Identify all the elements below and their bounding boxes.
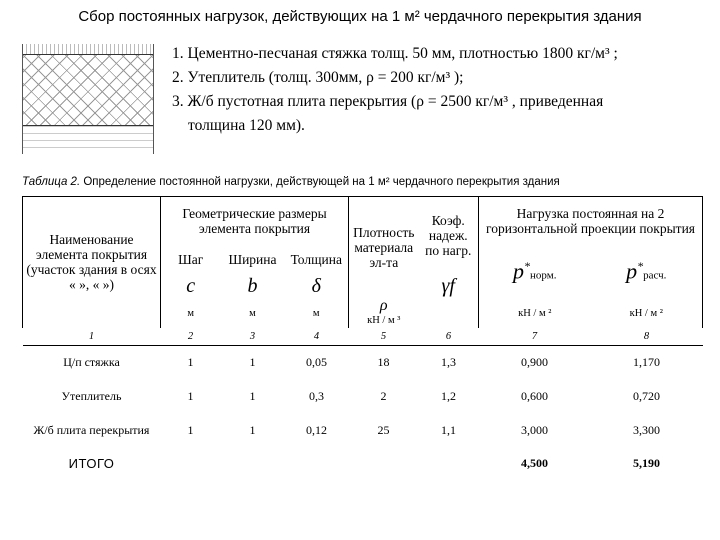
layer-3-text: 3. Ж/б пустотная плита перекрытия (ρ = 2500 кг/м³ , приведенная — [172, 93, 604, 110]
total-row — [23, 448, 703, 480]
table-caption-text: Определение постоянной нагрузки, действующей на 1 м² чердачного перекрытия здания — [80, 176, 560, 188]
row-density: 25 — [377, 423, 390, 437]
header-width: Ширина — [228, 252, 277, 267]
row-name: Утеплитель — [61, 389, 122, 403]
total-label: ИТОГО — [68, 456, 115, 471]
row-thickness: 0,12 — [306, 423, 327, 437]
symbol-rho: ρ — [379, 296, 388, 314]
unit-thickness: м — [312, 307, 320, 319]
header-geometry: Геометрические размеры элемента покрытия — [161, 197, 349, 245]
table-row — [23, 414, 703, 448]
loads-table — [22, 196, 703, 480]
col-number: 3 — [221, 328, 285, 346]
col-number: 6 — [419, 328, 479, 346]
row-density: 18 — [377, 355, 390, 370]
row-name: Ц/п стяжка — [63, 355, 120, 370]
layer-3-text-cont: толщина 120 мм). — [188, 117, 305, 134]
row-b: 1 — [249, 389, 256, 403]
unit-density: ρ кН / м ³ — [349, 299, 419, 328]
header-load: Нагрузка постоянная на 2 горизонтальной проекции покрытия — [479, 197, 703, 245]
row-b: 1 — [249, 355, 256, 370]
column-numbers-row — [23, 328, 703, 346]
row-p-calc: 3,300 — [633, 423, 661, 437]
col-number: 7 — [479, 328, 591, 346]
header-step: Шаг — [178, 252, 204, 267]
col-number: 5 — [349, 328, 419, 346]
row-c: 1 — [187, 355, 194, 370]
table-caption — [22, 176, 560, 188]
symbol-b: b — [247, 275, 258, 297]
header-name: Наименование элемента покрытия (участок здания в осях « », « ») — [23, 197, 161, 328]
row-p-calc: 1,170 — [633, 355, 661, 370]
table-caption-label: Таблица 2. — [22, 176, 81, 188]
screed-layer — [23, 44, 153, 55]
row-c: 1 — [187, 423, 194, 437]
layer-description — [172, 42, 712, 138]
slab-layer — [23, 126, 153, 154]
page-title: Сбор постоянных нагрузок, действующих на 1 м² чердачного перекрытия здания — [78, 8, 642, 25]
col-number: 8 — [591, 328, 703, 346]
row-p-norm: 3,000 — [521, 423, 549, 437]
row-p-calc: 0,720 — [633, 389, 661, 403]
row-thickness: 0,05 — [306, 355, 327, 370]
row-p-norm: 0,600 — [521, 389, 549, 403]
row-name: Ж/б плита перекрытия — [33, 423, 150, 437]
unit-step: м — [187, 307, 195, 319]
symbol-p-calc: p*расч. — [591, 245, 703, 299]
symbol-p-norm: p*норм. — [479, 245, 591, 299]
header-density: Плотность материала эл-та — [349, 197, 419, 299]
row-b: 1 — [249, 423, 256, 437]
insulation-layer — [23, 55, 153, 126]
table-row — [23, 346, 703, 380]
row-density: 2 — [380, 389, 387, 403]
row-c: 1 — [187, 389, 194, 403]
col-number: 4 — [285, 328, 349, 346]
row-thickness: 0,3 — [309, 389, 324, 403]
row-p-norm: 0,900 — [521, 355, 549, 370]
unit-width: м — [249, 307, 256, 319]
header-thickness: Толщина — [290, 252, 342, 267]
symbol-delta: δ — [311, 275, 321, 297]
total-p-norm: 4,500 — [521, 456, 549, 470]
header-coef: Коэф. надеж. по нагр. — [419, 197, 479, 275]
floor-layers-diagram — [22, 44, 154, 154]
layer-1-text: 1. Цементно-песчаная стяжка толщ. 50 мм, плотностью 1800 кг/м³ ; — [172, 45, 618, 62]
symbol-c: c — [186, 275, 196, 297]
row-coef: 1,2 — [441, 389, 457, 403]
layer-2-text: 2. Утеплитель (толщ. 300мм, ρ = 200 кг/м³ ); — [172, 69, 464, 86]
row-coef: 1,1 — [441, 423, 457, 437]
unit-norm: кН / м ² — [479, 299, 591, 328]
row-coef: 1,3 — [441, 355, 457, 370]
col-number: 2 — [161, 328, 221, 346]
col-number: 1 — [23, 328, 161, 346]
symbol-gamma-f: γf — [441, 275, 455, 297]
table-row — [23, 380, 703, 414]
total-p-calc: 5,190 — [633, 456, 661, 470]
unit-calc: кН / м ² — [591, 299, 703, 328]
